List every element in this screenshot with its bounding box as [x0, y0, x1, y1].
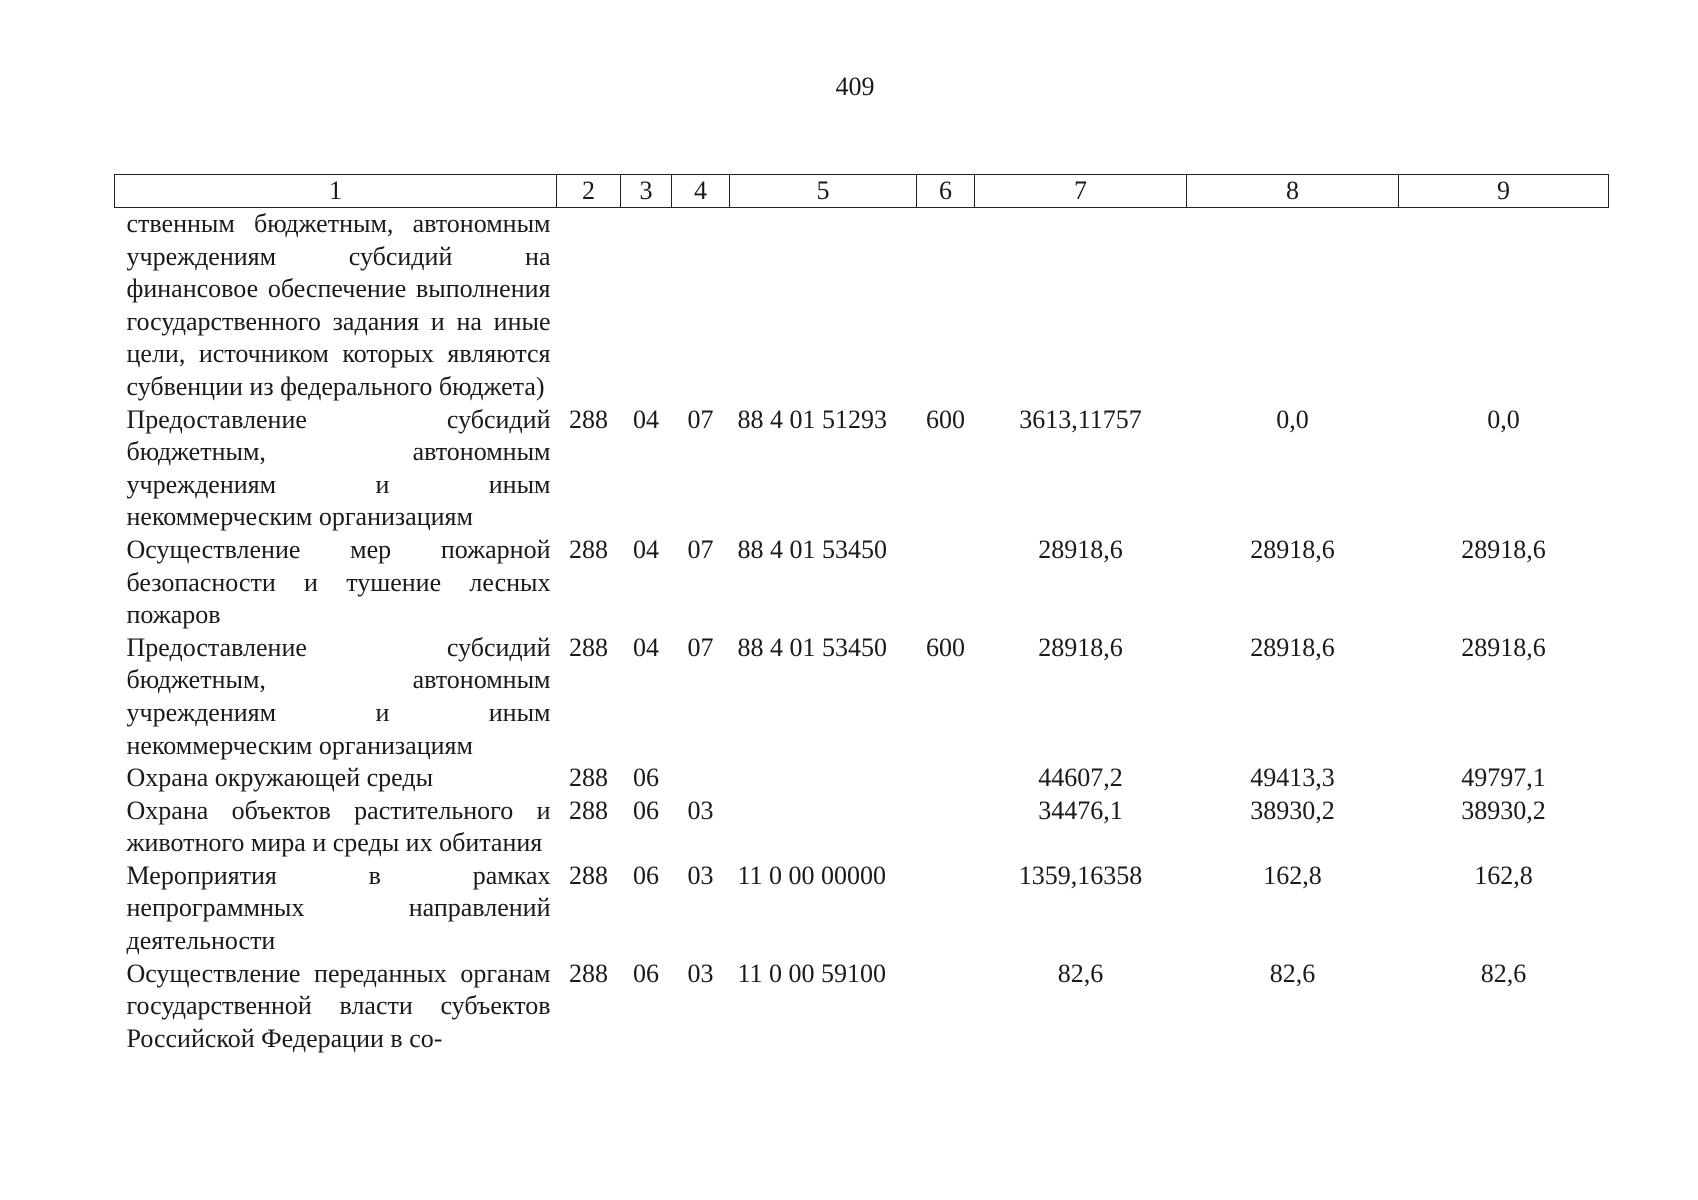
row-sum-c: 38930,2 — [1461, 795, 1546, 825]
row-pr: 07 — [687, 404, 714, 434]
row-sum-b: 28918,6 — [1250, 632, 1335, 662]
row-sum-b: 0,0 — [1276, 404, 1309, 434]
row-sum-b: 49413,3 — [1250, 763, 1335, 793]
column-header: 1 — [115, 175, 557, 208]
row-gr: 288 — [569, 632, 608, 662]
row-rz: 04 — [633, 632, 659, 662]
row-vr — [917, 208, 975, 404]
row-name: Предоставление субсидий бюджетным, автономным учреждениям и иным некоммерческим организациям — [126, 404, 551, 532]
row-name: Предоставление субсидий бюджетным, автономным учреждениям и иным некоммерческим организациям — [126, 632, 551, 760]
row-vr: 600 — [926, 404, 965, 434]
row-gr: 288 — [569, 404, 608, 434]
column-header: 2 — [557, 175, 621, 208]
table-row — [115, 958, 1609, 1056]
row-pr: 03 — [687, 860, 714, 890]
row-sum-a: 82,6 — [1057, 958, 1104, 988]
row-csr: 88 4 01 53450 — [737, 534, 887, 564]
column-header: 3 — [621, 175, 672, 208]
row-vr — [917, 958, 975, 1056]
row-pr: 03 — [687, 958, 714, 988]
row-csr: 88 4 01 51293 — [737, 404, 887, 434]
row-gr: 288 — [569, 795, 608, 825]
row-sum-a: 28918,6 — [1038, 632, 1123, 662]
row-sum-b — [1187, 208, 1399, 404]
row-csr: 11 0 00 00000 — [737, 860, 887, 890]
row-vr — [917, 762, 975, 795]
row-csr — [730, 762, 917, 795]
row-gr: 288 — [569, 534, 608, 564]
row-pr — [672, 762, 730, 795]
header-row — [115, 175, 1609, 208]
row-sum-c: 162,8 — [1474, 860, 1533, 890]
row-sum-a — [975, 208, 1187, 404]
row-name: ственным бюджетным, автономным учреждениям субсидий на финансовое обеспечение выполнения государственного задания и на иные цели, источником которых являются субвенции из федерального бюджета) — [126, 209, 551, 401]
row-name: Осуществление мер пожарной безопасности и тушение лесных пожаров — [126, 534, 551, 630]
row-vr — [917, 534, 975, 632]
row-sum-c — [1399, 208, 1609, 404]
page-number: 409 — [835, 72, 875, 101]
table-row — [115, 762, 1609, 795]
row-rz: 06 — [633, 958, 659, 988]
table-row — [115, 404, 1609, 534]
row-sum-b: 38930,2 — [1250, 795, 1335, 825]
row-rz — [621, 208, 672, 404]
row-rz: 06 — [633, 860, 659, 890]
row-name: Охрана окружающей среды — [126, 763, 434, 793]
row-pr: 07 — [687, 632, 714, 662]
row-csr: 88 4 01 53450 — [737, 632, 887, 662]
row-gr: 288 — [569, 958, 608, 988]
row-sum-b: 82,6 — [1269, 958, 1316, 988]
row-sum-c: 82,6 — [1480, 958, 1527, 988]
row-vr — [917, 860, 975, 958]
row-vr: 600 — [926, 632, 965, 662]
table-row — [115, 534, 1609, 632]
column-header: 4 — [672, 175, 730, 208]
column-header: 8 — [1187, 175, 1399, 208]
table-row — [115, 860, 1609, 958]
row-rz: 06 — [633, 763, 659, 793]
table-row — [115, 795, 1609, 860]
column-header: 7 — [975, 175, 1187, 208]
row-csr — [730, 795, 917, 860]
row-name: Охрана объектов растительного и животного мира и среды их обитания — [126, 795, 551, 858]
row-pr — [672, 208, 730, 404]
row-rz: 04 — [633, 534, 659, 564]
row-sum-a: 34476,1 — [1038, 795, 1123, 825]
row-pr: 07 — [687, 534, 714, 564]
budget-table — [114, 174, 1609, 1055]
column-header: 9 — [1399, 175, 1609, 208]
row-sum-c: 28918,6 — [1461, 632, 1546, 662]
row-gr — [557, 208, 621, 404]
row-gr: 288 — [569, 860, 608, 890]
row-rz: 04 — [633, 404, 659, 434]
row-sum-c: 49797,1 — [1461, 763, 1546, 793]
row-sum-b: 28918,6 — [1250, 534, 1335, 564]
row-vr — [917, 795, 975, 860]
row-name: Мероприятия в рамках непрограммных направлений деятельности — [126, 860, 551, 956]
table-header — [115, 175, 1609, 208]
row-sum-a: 28918,6 — [1038, 534, 1123, 564]
row-sum-c: 0,0 — [1487, 404, 1520, 434]
row-pr: 03 — [687, 795, 714, 825]
row-sum-b: 162,8 — [1263, 860, 1322, 890]
table-row — [115, 632, 1609, 762]
row-sum-a: 1359,16358 — [1018, 860, 1143, 890]
row-sum-c: 28918,6 — [1461, 534, 1546, 564]
row-sum-a: 3613,11757 — [1019, 404, 1142, 434]
row-sum-a: 44607,2 — [1038, 763, 1123, 793]
row-gr: 288 — [569, 763, 608, 793]
row-name: Осуществление переданных органам государственной власти субъектов Российской Федерации в со- — [126, 958, 551, 1053]
row-rz: 06 — [633, 795, 659, 825]
column-header: 5 — [730, 175, 917, 208]
row-csr: 11 0 00 59100 — [737, 958, 887, 988]
column-header: 6 — [917, 175, 975, 208]
row-csr — [730, 208, 917, 404]
table-body — [115, 208, 1609, 1056]
table-row — [115, 208, 1609, 404]
